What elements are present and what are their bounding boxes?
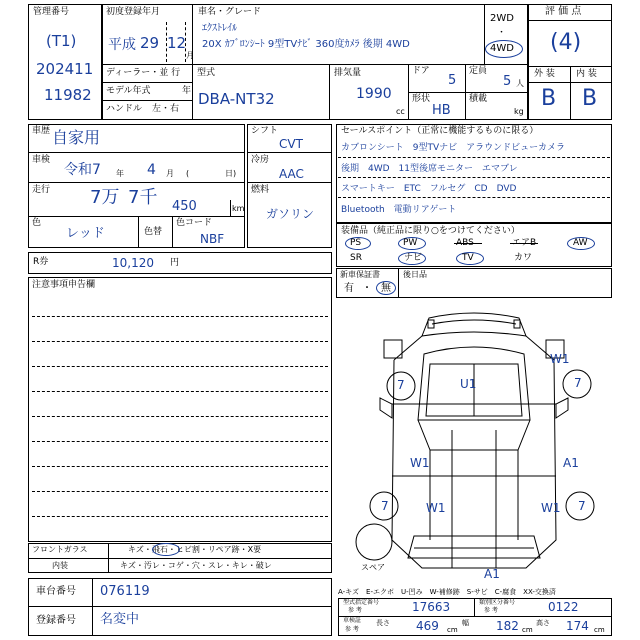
- front-glass-label: フロントガラス: [32, 545, 88, 554]
- mark-rl-door: W1: [426, 501, 446, 515]
- fuel-label: 燃料: [251, 185, 270, 195]
- fuel-value: ガソリン: [266, 207, 315, 221]
- warranty-label: 新車保証書: [340, 270, 380, 279]
- height-value: 174: [566, 619, 589, 633]
- displacement-value: 1990: [356, 86, 392, 102]
- usage-label: 車歴: [32, 126, 51, 136]
- first-reg-era: 平成: [108, 37, 136, 53]
- handle-label: ハンドル: [106, 104, 143, 114]
- mark-fr-door: A1: [563, 456, 579, 470]
- doors-value: 5: [448, 73, 457, 88]
- inspection-year-unit: 年: [116, 169, 124, 178]
- model-label: 型式: [197, 68, 216, 78]
- sales-point-4: Bluetooth 電動リアゲート: [341, 205, 457, 215]
- drive-dot: ・: [497, 28, 507, 38]
- warranty-nashi: 無: [381, 283, 391, 294]
- dimensions-sub: 参 考: [345, 626, 359, 633]
- handle-options: 左・右: [152, 104, 180, 114]
- length-unit: cm: [447, 626, 458, 634]
- model-year-unit: 年: [182, 86, 192, 96]
- equip-ps: PS: [350, 238, 362, 248]
- displacement-unit: cc: [396, 107, 405, 116]
- inspection-era: 令和7: [64, 162, 101, 178]
- recycle-box: [28, 252, 332, 274]
- warranty-ari: 有: [344, 283, 354, 294]
- sales-point-1: カブロンシート 9型TVナビ アラウンドビューカメラ: [341, 143, 565, 153]
- width-label: 幅: [462, 619, 469, 627]
- width-value: 182: [496, 619, 519, 633]
- equip-aw: AW: [573, 238, 588, 248]
- aircon-label: 冷房: [251, 155, 270, 165]
- equip-leather: カワ: [514, 253, 533, 263]
- first-reg-month-unit: 月: [186, 51, 194, 60]
- supplement-label: 後日品: [403, 270, 427, 279]
- exterior-grade: B: [541, 86, 557, 111]
- vehicle-grade: 20X ｶﾌﾞﾛﾝｼｰﾄ 9型TVﾅﾋﾞ 360度ｶﾒﾗ 後期 4WD: [202, 39, 410, 50]
- admin-line1: (T1): [46, 32, 77, 50]
- load-unit: kg: [514, 107, 524, 116]
- displacement-label: 排気量: [334, 68, 362, 78]
- recycle-label: R券: [33, 257, 49, 267]
- mark-fr-fender: W1: [550, 352, 570, 366]
- front-glass-value: キズ・飛石・ヒビ割・リペア跡・X要: [128, 545, 262, 554]
- vehicle-name: ｴｸｽﾄﾚｲﾙ: [202, 23, 237, 34]
- designation-sub: 参 考: [348, 607, 362, 614]
- mark-rear: A1: [484, 567, 500, 581]
- shape-label: 形状: [412, 94, 431, 104]
- sales-points-title: セールスポイント（正常に機能するものに限る）: [341, 126, 539, 136]
- shift-value: CVT: [279, 137, 303, 151]
- rating-label: 評 価 点: [545, 6, 582, 17]
- drive-4wd: 4WD: [490, 43, 514, 54]
- mark-fl-door: W1: [410, 456, 430, 470]
- rating-value: (4): [550, 30, 582, 55]
- car-damage-diagram: [334, 300, 614, 588]
- equip-abs: ABS: [456, 238, 474, 248]
- length-value: 469: [416, 619, 439, 633]
- recycle-value: 10,120: [112, 256, 154, 270]
- mileage-sen: 7千: [128, 187, 158, 208]
- mark-rr-door: W1: [541, 501, 561, 515]
- damage-legend: A-キズ E-エクボ U-凹み W-補修跡 S-サビ C-腐食 XX-交換済: [338, 588, 556, 596]
- mileage-unit: km: [232, 204, 245, 213]
- first-reg-month: 12: [167, 34, 187, 52]
- category-value: 0122: [548, 600, 579, 614]
- equip-airbag: エアB: [512, 238, 537, 248]
- first-reg-label: 初度登録年月: [106, 7, 161, 17]
- color-code: NBF: [200, 232, 225, 246]
- interior-label: 内装: [52, 561, 68, 570]
- reg-no-value: 名変中: [100, 612, 140, 627]
- mark-hood: U1: [460, 377, 477, 391]
- color-code-label: 色コード: [176, 218, 213, 228]
- width-unit: cm: [522, 626, 533, 634]
- category-label: 類別区分番号: [479, 599, 516, 606]
- spare-label: スペア: [361, 563, 385, 572]
- exterior-label: 外 装: [534, 69, 555, 79]
- equipment-title: 装備品（純正品に限り○をつけてください）: [341, 226, 520, 236]
- inspection-month-unit: 月: [166, 169, 174, 178]
- chassis-label: 車台番号: [36, 586, 76, 597]
- doors-label: ドア: [412, 66, 430, 76]
- color-label: 色: [32, 218, 42, 228]
- notes-label: 注意事項申告欄: [32, 280, 96, 290]
- inspection-month: 4: [147, 162, 156, 178]
- admin-label: 管理番号: [33, 7, 70, 17]
- interior-grade: B: [582, 86, 598, 111]
- first-reg-year: 29: [140, 34, 160, 52]
- color-change-label: 色替: [144, 227, 163, 237]
- mark-fl-tire: 7: [397, 378, 405, 392]
- mileage-hyaku: 450: [172, 199, 197, 214]
- color-value: レッド: [66, 226, 105, 241]
- mark-rl-tire: 7: [381, 499, 389, 513]
- recycle-unit: 円: [170, 258, 180, 268]
- capacity-label: 定員: [469, 66, 488, 76]
- warranty-dot: ・: [362, 283, 372, 294]
- equip-navi: ナビ: [404, 253, 423, 263]
- sales-point-3: スマートキー ETC フルセグ CD DVD: [341, 184, 517, 194]
- capacity-unit: 人: [516, 79, 524, 88]
- mileage-label: 走行: [32, 185, 51, 195]
- name-grade-label: 車名・グレード: [198, 7, 262, 17]
- load-label: 積載: [469, 94, 488, 104]
- sales-point-2: 後期 4WD 11型後席モニター エマブレ: [341, 164, 518, 174]
- aircon-value: AAC: [279, 167, 304, 181]
- mark-fr-tire: 7: [574, 376, 582, 390]
- inspection-day-open: (: [186, 169, 190, 178]
- drive-2wd: 2WD: [490, 13, 514, 24]
- admin-line3: 11982: [44, 86, 92, 104]
- height-unit: cm: [594, 626, 605, 634]
- designation-label: 型式指定番号: [343, 599, 380, 606]
- capacity-value: 5: [503, 74, 512, 89]
- inspection-day-close: 日): [225, 169, 237, 178]
- reg-no-label: 登録番号: [36, 615, 76, 626]
- shape-value: HB: [432, 103, 451, 118]
- inspection-label: 車検: [32, 155, 51, 165]
- length-label: 長さ: [376, 619, 390, 627]
- mileage-man: 7万: [90, 187, 120, 208]
- model-year-label: モデル年式: [106, 86, 151, 96]
- admin-line2: 202411: [36, 60, 94, 78]
- chassis-value: 076119: [100, 584, 150, 599]
- shift-label: シフト: [251, 126, 279, 136]
- mark-rr-tire: 7: [578, 499, 586, 513]
- interior-value: キズ・汚レ・コゲ・穴・スレ・キレ・破レ: [120, 561, 272, 570]
- designation-value: 17663: [412, 600, 451, 614]
- height-label: 高さ: [536, 619, 550, 627]
- dealer-label: ディーラー・並 行: [106, 68, 181, 78]
- category-sub: 参 考: [484, 607, 498, 614]
- equip-tv: TV: [462, 253, 474, 263]
- equip-pw: PW: [403, 238, 418, 248]
- usage-value: 自家用: [52, 128, 101, 147]
- model-code: DBA-NT32: [198, 90, 275, 108]
- dimensions-label: 車検証: [343, 617, 362, 624]
- equip-sr: SR: [350, 253, 362, 263]
- interior-label: 内 装: [576, 69, 597, 79]
